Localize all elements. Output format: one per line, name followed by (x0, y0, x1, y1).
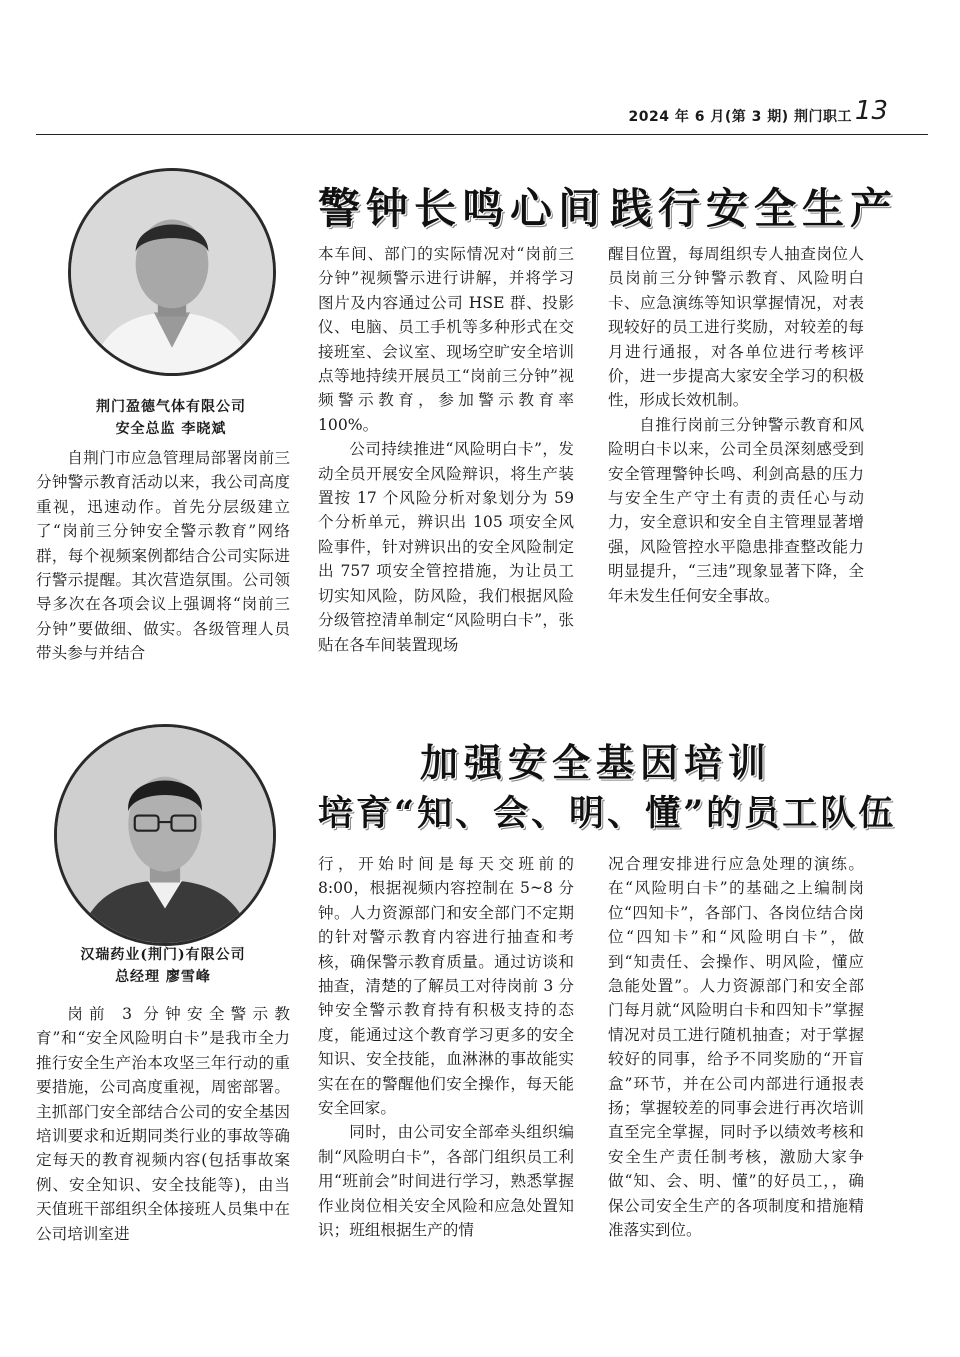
person-photo-icon (57, 727, 273, 943)
paragraph: 岗前 3 分钟安全警示教育”和“安全风险明白卡”是我市全力推行安全生产治本攻坚三年行动的重要措施，公司高度重视，周密部署。主抓部门安全部结合公司的安全基因培训要求和近期同类行业的事故等确定每天的教育视频内容(包括事故案例、安全知识、安全技能等)，由当天值班干部组织全体接班人员集中在公司培训室进 (36, 1005, 290, 1243)
article1-column-3 (608, 242, 864, 608)
paragraph: 公司持续推进“风险明白卡”，发动全员开展安全风险辩识，将生产装置按 17 个风险分析对象划分为 59 个分析单元，辨识出 105 项安全风险事件，针对辨识出的安全风险制定出 757 项安全管控措施，为让员工切实知风险，防风险，我们根据风险分级管控清单制定“风险明白卡”，张贴在各车间装置现场 (318, 440, 574, 654)
article2-column-1 (36, 1002, 290, 1246)
portrait-photo-li-xiaobin (68, 168, 276, 376)
issue-info: 2024 年 6 月(第 3 期) 荆门职工 (628, 109, 852, 125)
author-company: 荆门盈德气体有限公司 (96, 399, 246, 415)
article2-column-3 (608, 852, 864, 1243)
author-role-name: 总经理 廖雪峰 (115, 969, 211, 985)
article1-title-right: 践行安全生产 (610, 184, 899, 233)
article1-title-left: 警钟长鸣心间 (318, 184, 607, 233)
article2-title-line1: 加强安全基因培训 (420, 740, 773, 785)
page-header (36, 92, 928, 135)
paragraph: 自荆门市应急管理局部署岗前三分钟警示教育活动以来，我公司高度重视，迅速动作。首先分层级建立了“岗前三分钟安全警示教育”网络群，每个视频案例都结合公司实际进行警示提醒。其次营造氛围。公司领导多次在各项会议上强调将“岗前三分钟”要做细、做实。各级管理人员带头参与并结合 (36, 449, 290, 663)
author-company: 汉瑞药业(荆门)有限公司 (80, 947, 246, 963)
article1-column-1 (36, 446, 290, 666)
paragraph: 本车间、部门的实际情况对“岗前三分钟”视频警示进行讲解，并将学习图片及内容通过公司 HSE 群、投影仪、电脑、员工手机等多种形式在交接班室、会议室、现场空旷安全培训点等地持续开展员工“岗前三分钟”视频警示教育，参加警示教育率 100%。 (318, 245, 574, 434)
paragraph: 同时，由公司安全部牵头组织编制“风险明白卡”，各部门组织员工利用“班前会”时间进行学习，熟悉掌握作业岗位相关安全风险和应急处置知识；班组根据生产的情 (318, 1123, 574, 1240)
person-photo-icon (71, 171, 273, 373)
portrait-photo-liao-xuefeng (54, 724, 276, 946)
article1-column-2 (318, 242, 574, 657)
paragraph: 行，开始时间是每天交班前的 8:00，根据视频内容控制在 5~8 分钟。人力资源部门和安全部门不定期的针对警示教育内容进行抽查和考核，确保警示教育质量。通过访谈和抽查，清楚的了解员工对待岗前 3 分钟安全警示教育持有积极支持的态度，能通过这个教育学习更多的安全知识、安全技能，血淋淋的事故能实实在在的警醒他们安全操作，每天能安全回家。 (318, 855, 574, 1118)
paragraph: 自推行岗前三分钟警示教育和风险明白卡以来，公司全员深刻感受到安全管理警钟长鸣、利剑高悬的压力与安全生产守土有责的责任心与动力，安全意识和安全自主管理显著增强，风险管控水平隐患排查整改能力明显提升，“三违”现象显著下降，全年未发生任何安全事故。 (608, 415, 864, 605)
author-caption-2 (56, 944, 270, 988)
author-caption-1 (68, 396, 274, 440)
article2-title-line2: 培育“知、会、明、懂”的员工队伍 (318, 793, 897, 834)
author-role-name: 安全总监 李晓斌 (115, 421, 227, 437)
paragraph: 况合理安排进行应急处理的演练。在“风险明白卡”的基础之上编制岗位“四知卡”，各部门、各岗位结合岗位“四知卡”和“风险明白卡”，做到“知责任、会操作、明风险，懂应急能处置”。人力资源部门和安全部门每月就“风险明白卡和四知卡”掌握情况对员工进行随机抽查；对于掌握较好的同事，给予不同奖励的“开盲盒”环节，并在公司内部进行通报表扬；掌握较差的同事会进行再次培训直至完全掌握，同时予以绩效考核和安全生产责任制考核，激励大家争做“知、会、明、懂”的好员工，，确保公司安全生产的各项制度和措施精准落实到位。 (608, 855, 864, 1240)
page-number: 13 (854, 96, 888, 126)
paragraph: 醒目位置，每周组织专人抽查岗位人员岗前三分钟警示教育、风险明白卡、应急演练等知识掌握情况，对表现较好的员工进行奖励，对较差的每月进行通报，对各单位进行考核评价，进一步提高大家安全学习的积极性，形成长效机制。 (608, 245, 864, 410)
article2-column-2 (318, 852, 574, 1243)
